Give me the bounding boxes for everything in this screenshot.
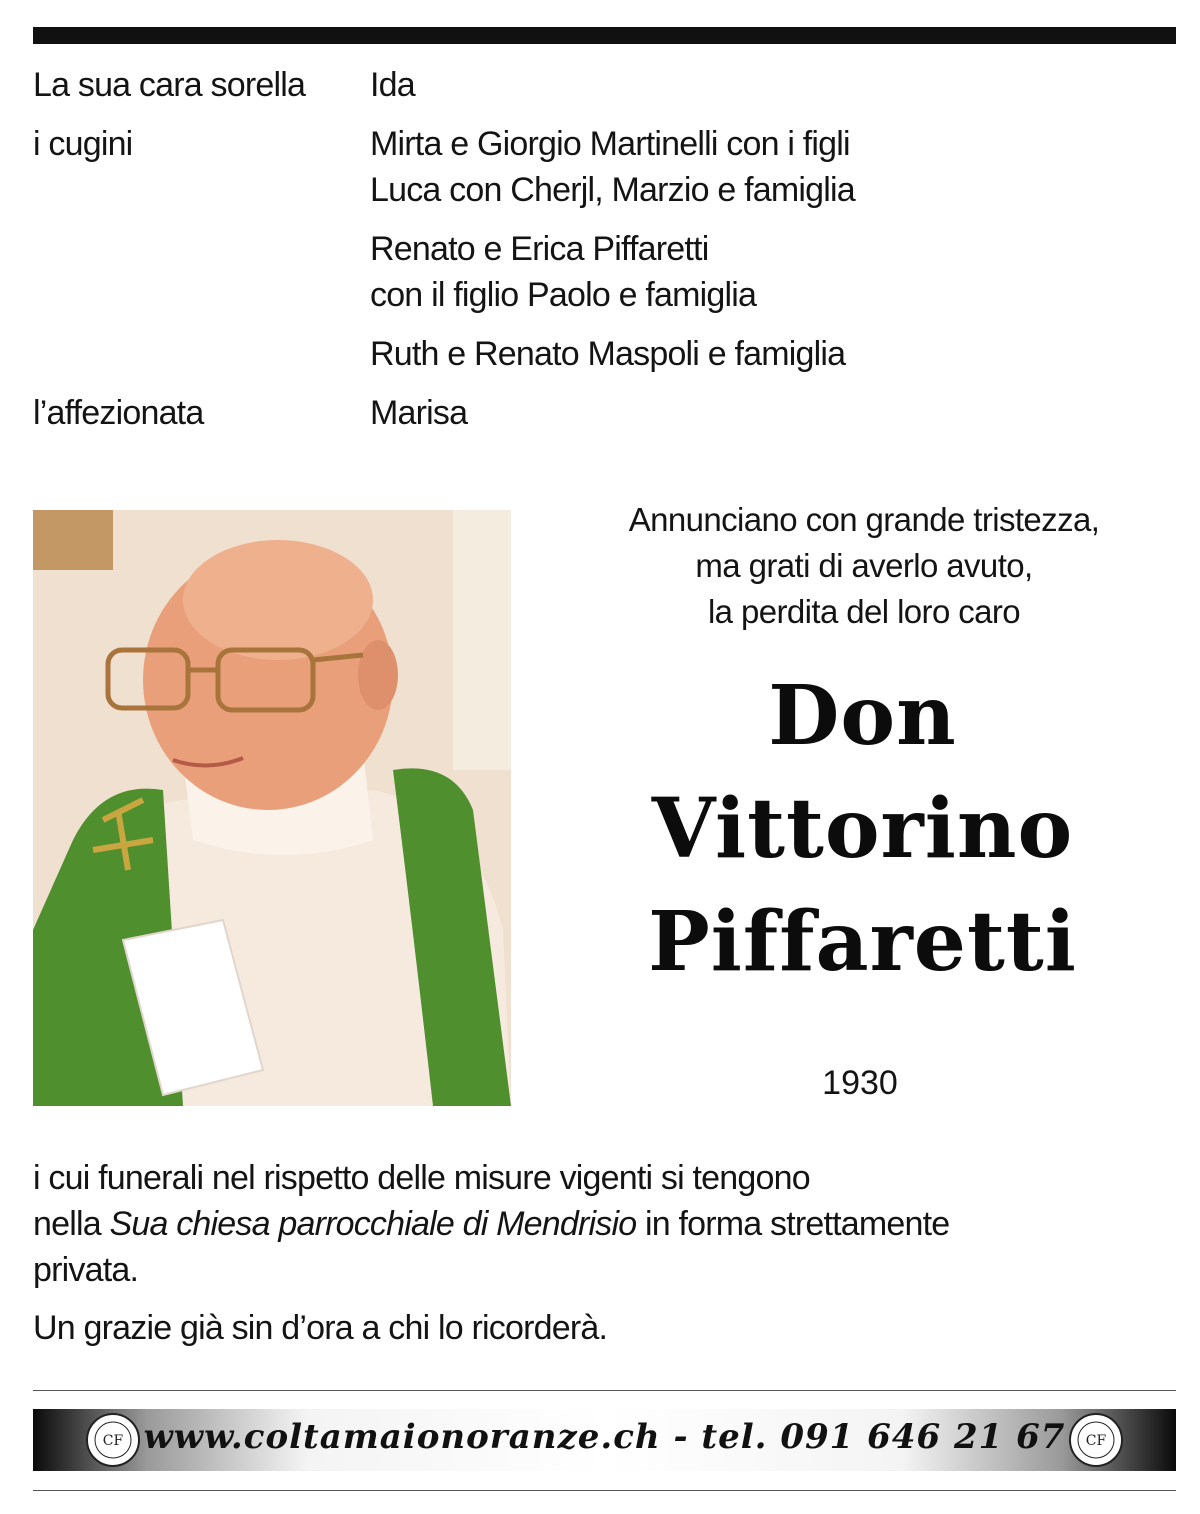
portrait-illustration <box>33 510 511 1106</box>
announcement <box>540 497 1188 635</box>
seal-icon <box>1068 1412 1124 1468</box>
family-names <box>370 390 467 449</box>
family-name-line: Mirta e Giorgio Martinelli con i figli <box>370 125 850 163</box>
divider-top <box>33 1390 1176 1391</box>
svg-text:CF: CF <box>102 1433 124 1449</box>
announcement-line: ma grati di averlo avuto, <box>695 547 1033 584</box>
church-name: Sua chiesa parrocchiale di Mendrisio <box>109 1205 637 1243</box>
family-name-line: con il figlio Paolo e famiglia <box>370 276 757 314</box>
family-name-line: Marisa <box>370 394 468 432</box>
deceased-title: Don <box>768 668 957 764</box>
family-name-line: Ida <box>370 66 415 104</box>
family-row-cousins <box>33 121 1176 390</box>
birth-year: 1930 <box>822 1064 898 1102</box>
family-row-sister <box>33 62 1176 121</box>
family-name-line: Ruth e Renato Maspoli e famiglia <box>370 335 846 373</box>
funeral-text: i cui funerali nel rispetto delle misure vigenti si tengono nella Sua chiesa parrocchiale di Mendrisio in forma strettamente privata. <box>33 1159 950 1289</box>
family-name-line: Renato e Erica Piffaretti <box>370 230 709 268</box>
family-name-line: Luca con Cherjl, Marzio e famiglia <box>370 171 855 209</box>
announcement-line: Annunciano con grande tristezza, <box>628 501 1100 538</box>
family-label: l’affezionata <box>33 394 204 432</box>
family-label: i cugini <box>33 125 133 163</box>
funeral-home-banner <box>33 1409 1176 1471</box>
family-list <box>33 62 1176 449</box>
family-row-affectionate <box>33 390 1176 449</box>
family-names <box>370 62 415 121</box>
deceased-name <box>560 660 1165 999</box>
thanks-text: Un grazie già sin d’ora a chi lo ricorderà. <box>33 1309 608 1347</box>
website-phone-link[interactable]: www.coltamaionoranze.ch - tel. 091 646 21 67 <box>143 1417 1066 1457</box>
announcement-line: la perdita del loro caro <box>707 593 1021 630</box>
divider-bottom <box>33 1490 1176 1491</box>
deceased-first-name: Vittorino <box>651 781 1074 877</box>
svg-text:CF: CF <box>1085 1433 1107 1449</box>
funeral-notice <box>33 1155 1176 1363</box>
deceased-last-name: Piffaretti <box>648 894 1077 990</box>
family-names <box>370 121 855 390</box>
family-label: La sua cara sorella <box>33 66 306 104</box>
top-rule <box>33 27 1176 44</box>
portrait-photo <box>33 510 511 1106</box>
